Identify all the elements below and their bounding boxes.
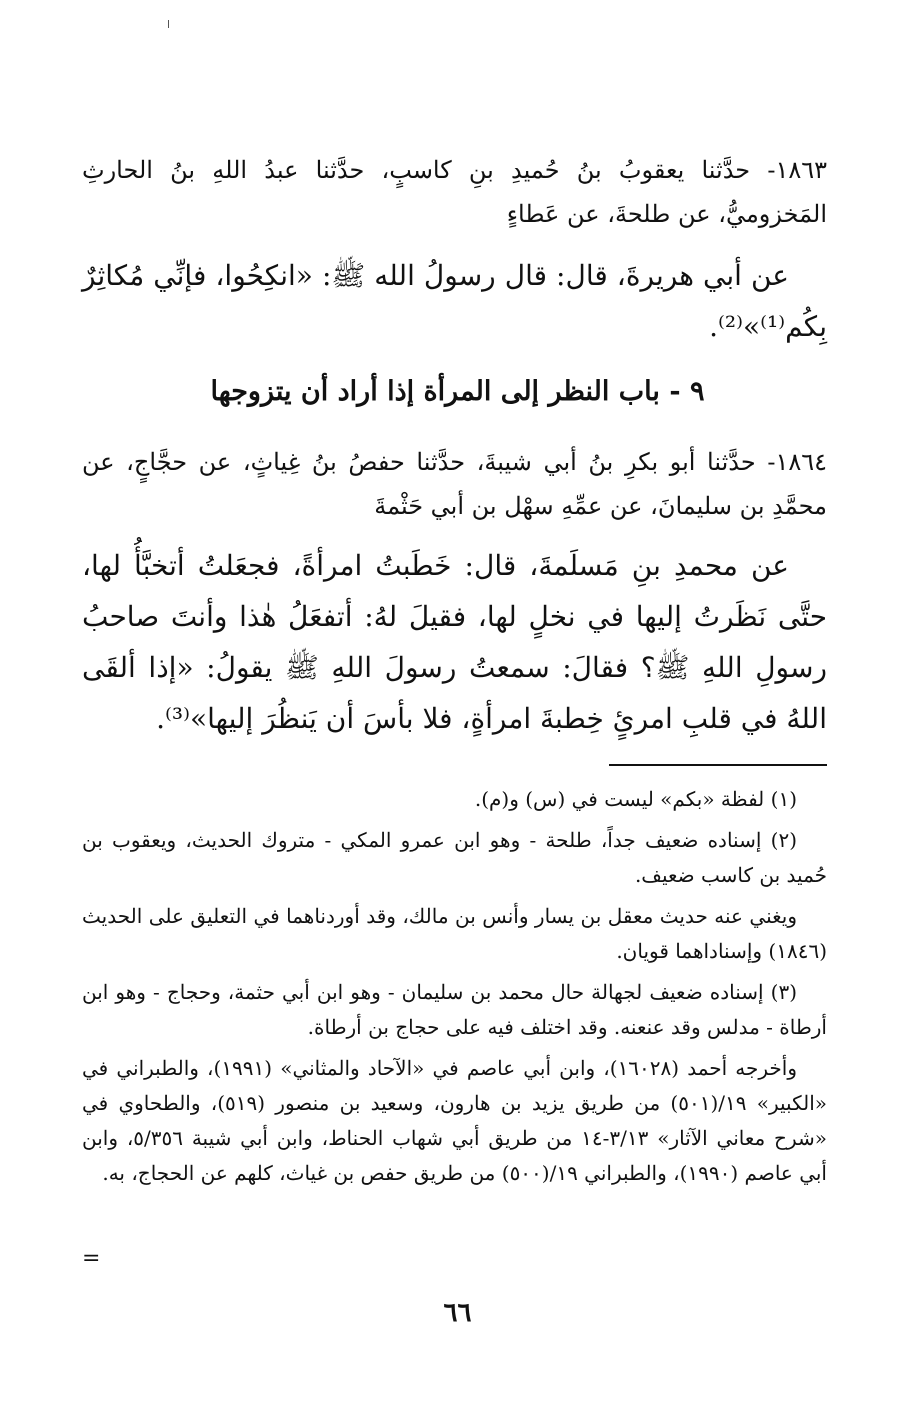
hadith-1864-isnad: ١٨٦٤- حدَّثنا أبو بكرِ بنُ أبي شيبةَ، حدَّثنا حفصُ بنُ غِياثٍ، عن حجَّاجٍ، عن محمَّدِ بن سليمانَ، عن عمِّهِ سهْل بن أبي حَثْمةَ: [82, 448, 827, 520]
hadith-1863-matn: عن أبي هريرةَ، قال: قال رسولُ الله ﷺ: «انكِحُوا، فإنِّي مُكاثِرٌ بِكُم⁽¹⁾»⁽²⁾.: [82, 259, 827, 343]
footnote-1: (١) لفظة «بكم» ليست في (س) و(م).: [474, 787, 797, 811]
footnote-3: (٣) إسناده ضعيف لجهالة حال محمد بن سليمان - وهو ابن أبي حثمة، وحجاج - وهو ابن أرطاة - مدلس وقد عنعنه. وقد اختلف فيه على حجاج بن أرطاة.: [82, 980, 827, 1039]
hadith-1863-isnad: ١٨٦٣- حدَّثنا يعقوبُ بنُ حُميدِ بنِ كاسبٍ، حدَّثنا عبدُ اللهِ بنُ الحارثِ المَخزوميُّ، عن طلحةَ، عن عَطاءٍ: [82, 156, 827, 228]
chapter-title: ٩ - باب النظر إلى المرأة إذا أراد أن يتزوجها: [210, 376, 705, 407]
footnote-3-continuation: وأخرجه أحمد (١٦٠٢٨)، وابن أبي عاصم في «الآحاد والمثاني» (١٩٩١)، والطبراني في «الكبير» ١٩/(٥٠١) من طريق يزيد بن هارون، وسعيد بن منصور (٥١٩)، والطحاوي في «شرح معاني الآثار» ٣/١٣-١٤ من طريق أبي شهاب الحناط، وابن أبي شيبة ٥/٣٥٦، وابن أبي عاصم (١٩٩٠)، والطبراني ١٩/(٥٠٠) من طريق حفص بن غياث، كلهم عن الحجاج، به.: [82, 1056, 828, 1185]
page-number: ٦٦: [443, 1298, 472, 1328]
footnotes: [82, 782, 827, 1197]
footnote-2: (٢) إسناده ضعيف جداً، طلحة - وهو ابن عمرو المكي - متروك الحديث، ويعقوب بن حُميد بن كاسب ضعيف.: [82, 828, 827, 887]
footnote-2-continuation: ويغني عنه حديث معقل بن يسار وأنس بن مالك، وقد أوردناهما في التعليق على الحديث (١٨٤٦) وإسناداهما قويان.: [82, 904, 827, 963]
hadith-1864-matn: عن محمدِ بنِ مَسلَمةَ، قال: خَطَبتُ امرأةً، فجعَلتُ أتخبَّأُ لها، حتَّى نَظَرتُ إليها في نخلٍ لها، فقيلَ لهُ: أتفعَلُ هٰذا وأنتَ صاحبُ رسولِ اللهِ ﷺ؟ فقالَ: سمعتُ رسولَ اللهِ ﷺ يقولُ: «إذا ألقَى اللهُ في قلبِ امرئٍ خِطبةَ امرأةٍ، فلا بأسَ أن يَنظُرَ إليها»⁽³⁾.: [82, 549, 827, 735]
footnote-divider: [609, 764, 827, 766]
scan-mark: [168, 20, 169, 28]
continuation-mark: =: [82, 1246, 101, 1271]
